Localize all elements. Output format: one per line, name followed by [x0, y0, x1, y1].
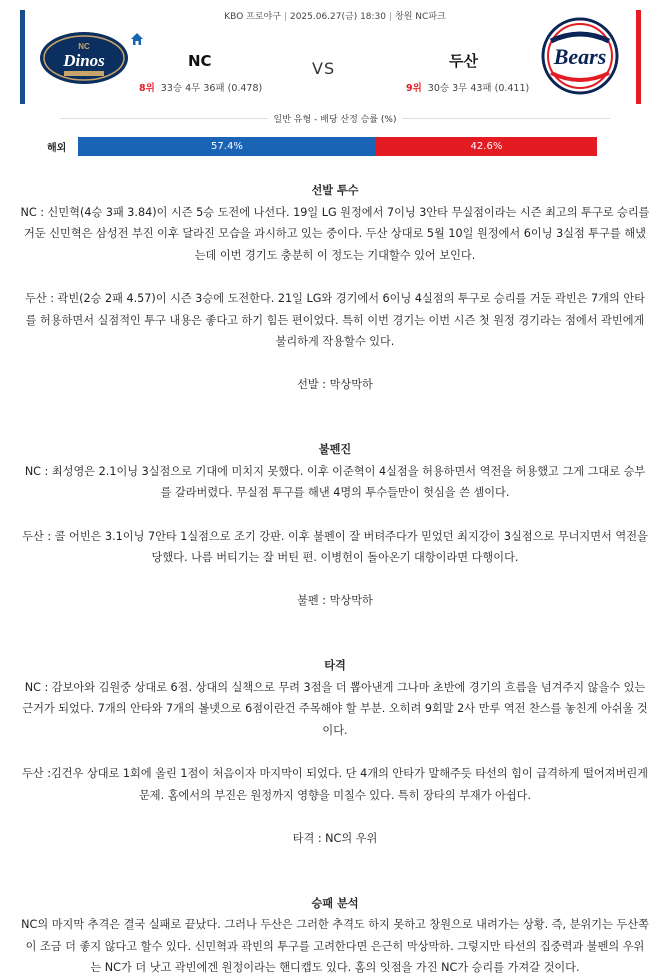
paragraph-line: NC : 감보아와 김원중 상대로 6점. 상대의 실책으로 무려 3점을 더 뽑아낸게 그나마 초반에 경기의 흐름을 넘겨주지 않을수 있는 [24, 680, 646, 694]
section-title-starting-pitcher: 선발 투수 [311, 184, 359, 197]
paragraph-line: 당했다. 나름 버티기는 잘 버틴 편. 이병헌이 돌아온기 대항이라면 다행이다. [151, 551, 519, 565]
paragraph-line: 이다. [322, 723, 348, 737]
paragraph-line: 두산 : 곽빈(2승 2패 4.57)이 시즌 3승에 도전한다. 21일 LG와 경기에서 6이닝 4실점의 투구로 승리를 거둔 곽빈은 7개의 안타 [25, 291, 645, 305]
section-title-bullpen: 불펜진 [318, 443, 352, 457]
odds-title: 일반 유형 - 배당 산정 승률 (%) [0, 112, 670, 125]
paragraph-line: 를 허용하면서 실점적인 투구 내용은 좋다고 하기 힘든 편이었다. 특히 이번 경기는 이번 시즌 첫 원정 경기라는 점에서 곽빈에게 [25, 313, 645, 327]
paragraph-line: 문제. 홈에서의 부진은 원정까지 영향을 미칠수 있다. 특히 장타의 부재가 아쉽다. [138, 788, 532, 802]
paragraph-line: NC : 신민혁(4승 3패 3.84)이 시즌 5승 도전에 나선다. 19일 LG 원정에서 7이닝 3안타 무실점이라는 시즌 최고의 투구로 승리를 [20, 205, 650, 219]
paragraph-line: NC의 마지막 추격은 결국 실패로 끝났다. 그러나 두산은 그러한 추격도 하지 못하고 창원으로 내려가는 상황. 즉, 분위기는 두산쪽 [21, 918, 649, 932]
paragraph-line: 이 조금 더 좋지 않다고 할수 있다. 신민혁과 곽빈의 투구를 고려한다면 은근히 막상막하. 그렇지만 타선의 집중력과 불펜의 우위 [25, 939, 645, 953]
section-title-batting: 타격 [324, 659, 346, 673]
svg-text:NC: NC [78, 42, 90, 51]
paragraph-line: 는데 이번 경기도 충분히 이 정도는 기대할수 있어 보인다. [194, 248, 476, 262]
home-team-record [139, 80, 262, 94]
verdict-batting: 타격 : NC의 우위 [292, 831, 378, 845]
odds-source-label: 해외 [47, 143, 67, 154]
home-win-probability: 57.4% [78, 137, 376, 156]
away-team-rank: 9위 [406, 83, 422, 94]
match-meta: KBO 프로야구 | 2025.06.27(금) 18:30 | 창원 NC파크 [224, 12, 446, 22]
paragraph-line: 는 NC가 더 낫고 곽빈에겐 원정이라는 핸디캡도 있다. 홈의 잇점을 가진 NC가 승리를 가져갈 것이다. [90, 961, 580, 975]
svg-text:Bears: Bears [553, 44, 607, 69]
doosan-bears-logo [537, 17, 623, 95]
home-team-color-bar [20, 10, 25, 104]
away-team-color-bar [636, 10, 641, 104]
svg-text:Dinos: Dinos [63, 51, 105, 70]
home-team-name: NC [188, 52, 212, 70]
vs-label: VS [312, 59, 336, 78]
paragraph-line: 를 갈라버렸다. 무실점 투구를 해낸 4명의 투수들만이 헛심을 쓴 셈이다. [160, 486, 510, 500]
match-venue: 창원 NC파크 [395, 12, 446, 22]
verdict-starting-pitcher: 선발 : 막상막하 [297, 378, 373, 392]
away-team-record-text: 30승 3무 43패 (0.411) [427, 83, 530, 94]
section-title-analysis: 승패 분석 [311, 896, 359, 910]
paragraph-line: 두산 :김건우 상대로 1회에 올린 1점이 처음이자 마지막이 되었다. 단 4개의 안타가 말해주듯 타선의 힘이 급격하게 떨어져버린게 [22, 767, 648, 781]
home-team-rank: 8위 [139, 83, 155, 94]
paragraph-line: NC : 최성영은 2.1이닝 3실점으로 기대에 미치지 못했다. 이후 이준혁이 4실점을 허용하면서 역전을 허용했고 그게 그대로 승부 [24, 464, 646, 478]
home-icon [130, 32, 144, 46]
match-preview-content [12, 180, 658, 979]
league-label: KBO 프로야구 [224, 12, 281, 22]
win-probability-bar [78, 137, 597, 156]
away-team-name: 두산 [449, 52, 478, 70]
paragraph-line: 근거가 되었다. 7개의 안타와 7개의 볼넷으로 6점이란건 주목해야 할 부분. 오히려 9회말 2사 만루 역전 찬스를 놓친게 아쉬울 것 [22, 702, 648, 716]
verdict-bullpen: 불펜 : 막상막하 [297, 594, 373, 608]
paragraph-line: 불리하게 작용할수 있다. [275, 335, 395, 349]
home-team-record-text: 33승 4무 36패 (0.478) [160, 83, 263, 94]
paragraph-line: 거둔 신민혁은 삼성전 부진 이후 달라진 모습을 과시하고 있는 중이다. 두산 상대로 5월 10일 원정에서 6이닝 3실점 투구를 해냈 [24, 227, 646, 241]
match-datetime: 2025.06.27(금) 18:30 [289, 12, 387, 22]
nc-dinos-logo [38, 30, 130, 86]
paragraph-line: 두산 : 콜 어빈은 3.1이닝 7안타 1실점으로 조기 강판. 이후 불펜이 잘 버텨주다가 믿었던 최지강이 3실점으로 무너지면서 역전을 [22, 529, 648, 543]
away-team-record [406, 80, 529, 94]
away-win-probability: 42.6% [376, 137, 597, 156]
